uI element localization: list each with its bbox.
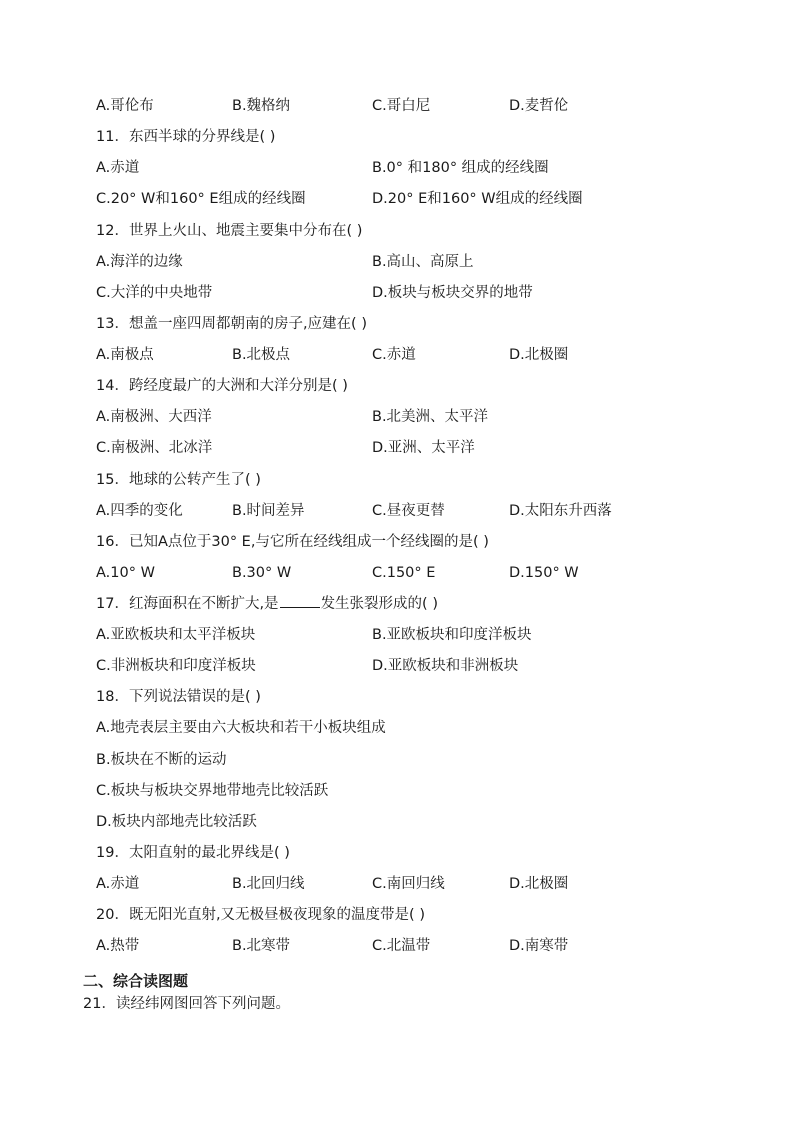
q18-stem: 18．下列说法错误的是( ) xyxy=(96,689,261,705)
q17-option-b: B.亚欧板块和印度洋板块 xyxy=(372,627,532,643)
q20-option-b: B.北寒带 xyxy=(232,938,291,954)
q16-option-d: D.150° W xyxy=(509,565,579,581)
q20-option-a: A.热带 xyxy=(96,938,140,954)
q11-option-b: B.0° 和180° 组成的经线圈 xyxy=(372,160,549,176)
q20-option-d: D.南寒带 xyxy=(509,938,569,954)
q15-option-d: D.太阳东升西落 xyxy=(509,503,612,519)
q20-stem: 20．既无阳光直射,又无极昼极夜现象的温度带是( ) xyxy=(96,907,425,923)
q14-stem: 14．跨经度最广的大洲和大洋分别是( ) xyxy=(96,378,348,394)
q12-option-a: A.海洋的边缘 xyxy=(96,254,183,270)
q17-stem-before: 17．红海面积在不断扩大,是 xyxy=(96,596,279,612)
q19-option-a: A.赤道 xyxy=(96,876,140,892)
q14-option-c: C.南极洲、北冰洋 xyxy=(96,440,213,456)
q21-stem: 21．读经纬网图回答下列问题。 xyxy=(83,996,290,1012)
q10-option-b: B.魏格纳 xyxy=(232,98,291,114)
q11-option-d: D.20° E和160° W组成的经线圈 xyxy=(372,191,583,207)
q16-option-a: A.10° W xyxy=(96,565,155,581)
q13-option-c: C.赤道 xyxy=(372,347,416,363)
q16-option-c: C.150° E xyxy=(372,565,436,581)
q11-stem: 11．东西半球的分界线是( ) xyxy=(96,129,276,145)
q12-stem: 12．世界上火山、地震主要集中分布在( ) xyxy=(96,223,363,239)
q19-option-b: B.北回归线 xyxy=(232,876,305,892)
q17-option-a: A.亚欧板块和太平洋板块 xyxy=(96,627,256,643)
q11-option-a: A.赤道 xyxy=(96,160,140,176)
q14-option-a: A.南极洲、大西洋 xyxy=(96,409,212,425)
q16-stem: 16．已知A点位于30° E,与它所在经线组成一个经线圈的是( ) xyxy=(96,534,489,550)
q14-option-b: B.北美洲、太平洋 xyxy=(372,409,489,425)
q15-option-a: A.四季的变化 xyxy=(96,503,183,519)
q18-option-c: C.板块与板块交界地带地壳比较活跃 xyxy=(96,783,329,799)
q19-option-d: D.北极圈 xyxy=(509,876,569,892)
q16-option-b: B.30° W xyxy=(232,565,292,581)
q10-option-c: C.哥白尼 xyxy=(372,98,431,114)
q12-option-d: D.板块与板块交界的地带 xyxy=(372,285,533,301)
q10-option-d: D.麦哲伦 xyxy=(509,98,569,114)
q17-option-d: D.亚欧板块和非洲板块 xyxy=(372,658,519,674)
q17-fill-blank xyxy=(280,593,320,608)
q17-stem xyxy=(96,593,438,615)
section-2-title: 二、综合读图题 xyxy=(83,972,189,990)
q20-option-c: C.北温带 xyxy=(372,938,431,954)
q13-option-d: D.北极圈 xyxy=(509,347,569,363)
q11-option-c: C.20° W和160° E组成的经线圈 xyxy=(96,191,306,207)
q18-option-b: B.板块在不断的运动 xyxy=(96,752,227,768)
q18-option-d: D.板块内部地壳比较活跃 xyxy=(96,814,257,830)
q15-stem: 15．地球的公转产生了( ) xyxy=(96,472,261,488)
q14-option-d: D.亚洲、太平洋 xyxy=(372,440,475,456)
q13-stem: 13．想盖一座四周都朝南的房子,应建在( ) xyxy=(96,316,367,332)
q15-option-c: C.昼夜更替 xyxy=(372,503,445,519)
q12-option-c: C.大洋的中央地带 xyxy=(96,285,213,301)
q19-stem: 19．太阳直射的最北界线是( ) xyxy=(96,845,290,861)
q17-stem-after: 发生张裂形成的( ) xyxy=(320,596,438,612)
q15-option-b: B.时间差异 xyxy=(232,503,305,519)
q18-option-a: A.地壳表层主要由六大板块和若干小板块组成 xyxy=(96,720,386,736)
q12-option-b: B.高山、高原上 xyxy=(372,254,474,270)
q10-option-a: A.哥伦布 xyxy=(96,98,154,114)
q19-option-c: C.南回归线 xyxy=(372,876,445,892)
q13-option-a: A.南极点 xyxy=(96,347,154,363)
q13-option-b: B.北极点 xyxy=(232,347,291,363)
q17-option-c: C.非洲板块和印度洋板块 xyxy=(96,658,256,674)
